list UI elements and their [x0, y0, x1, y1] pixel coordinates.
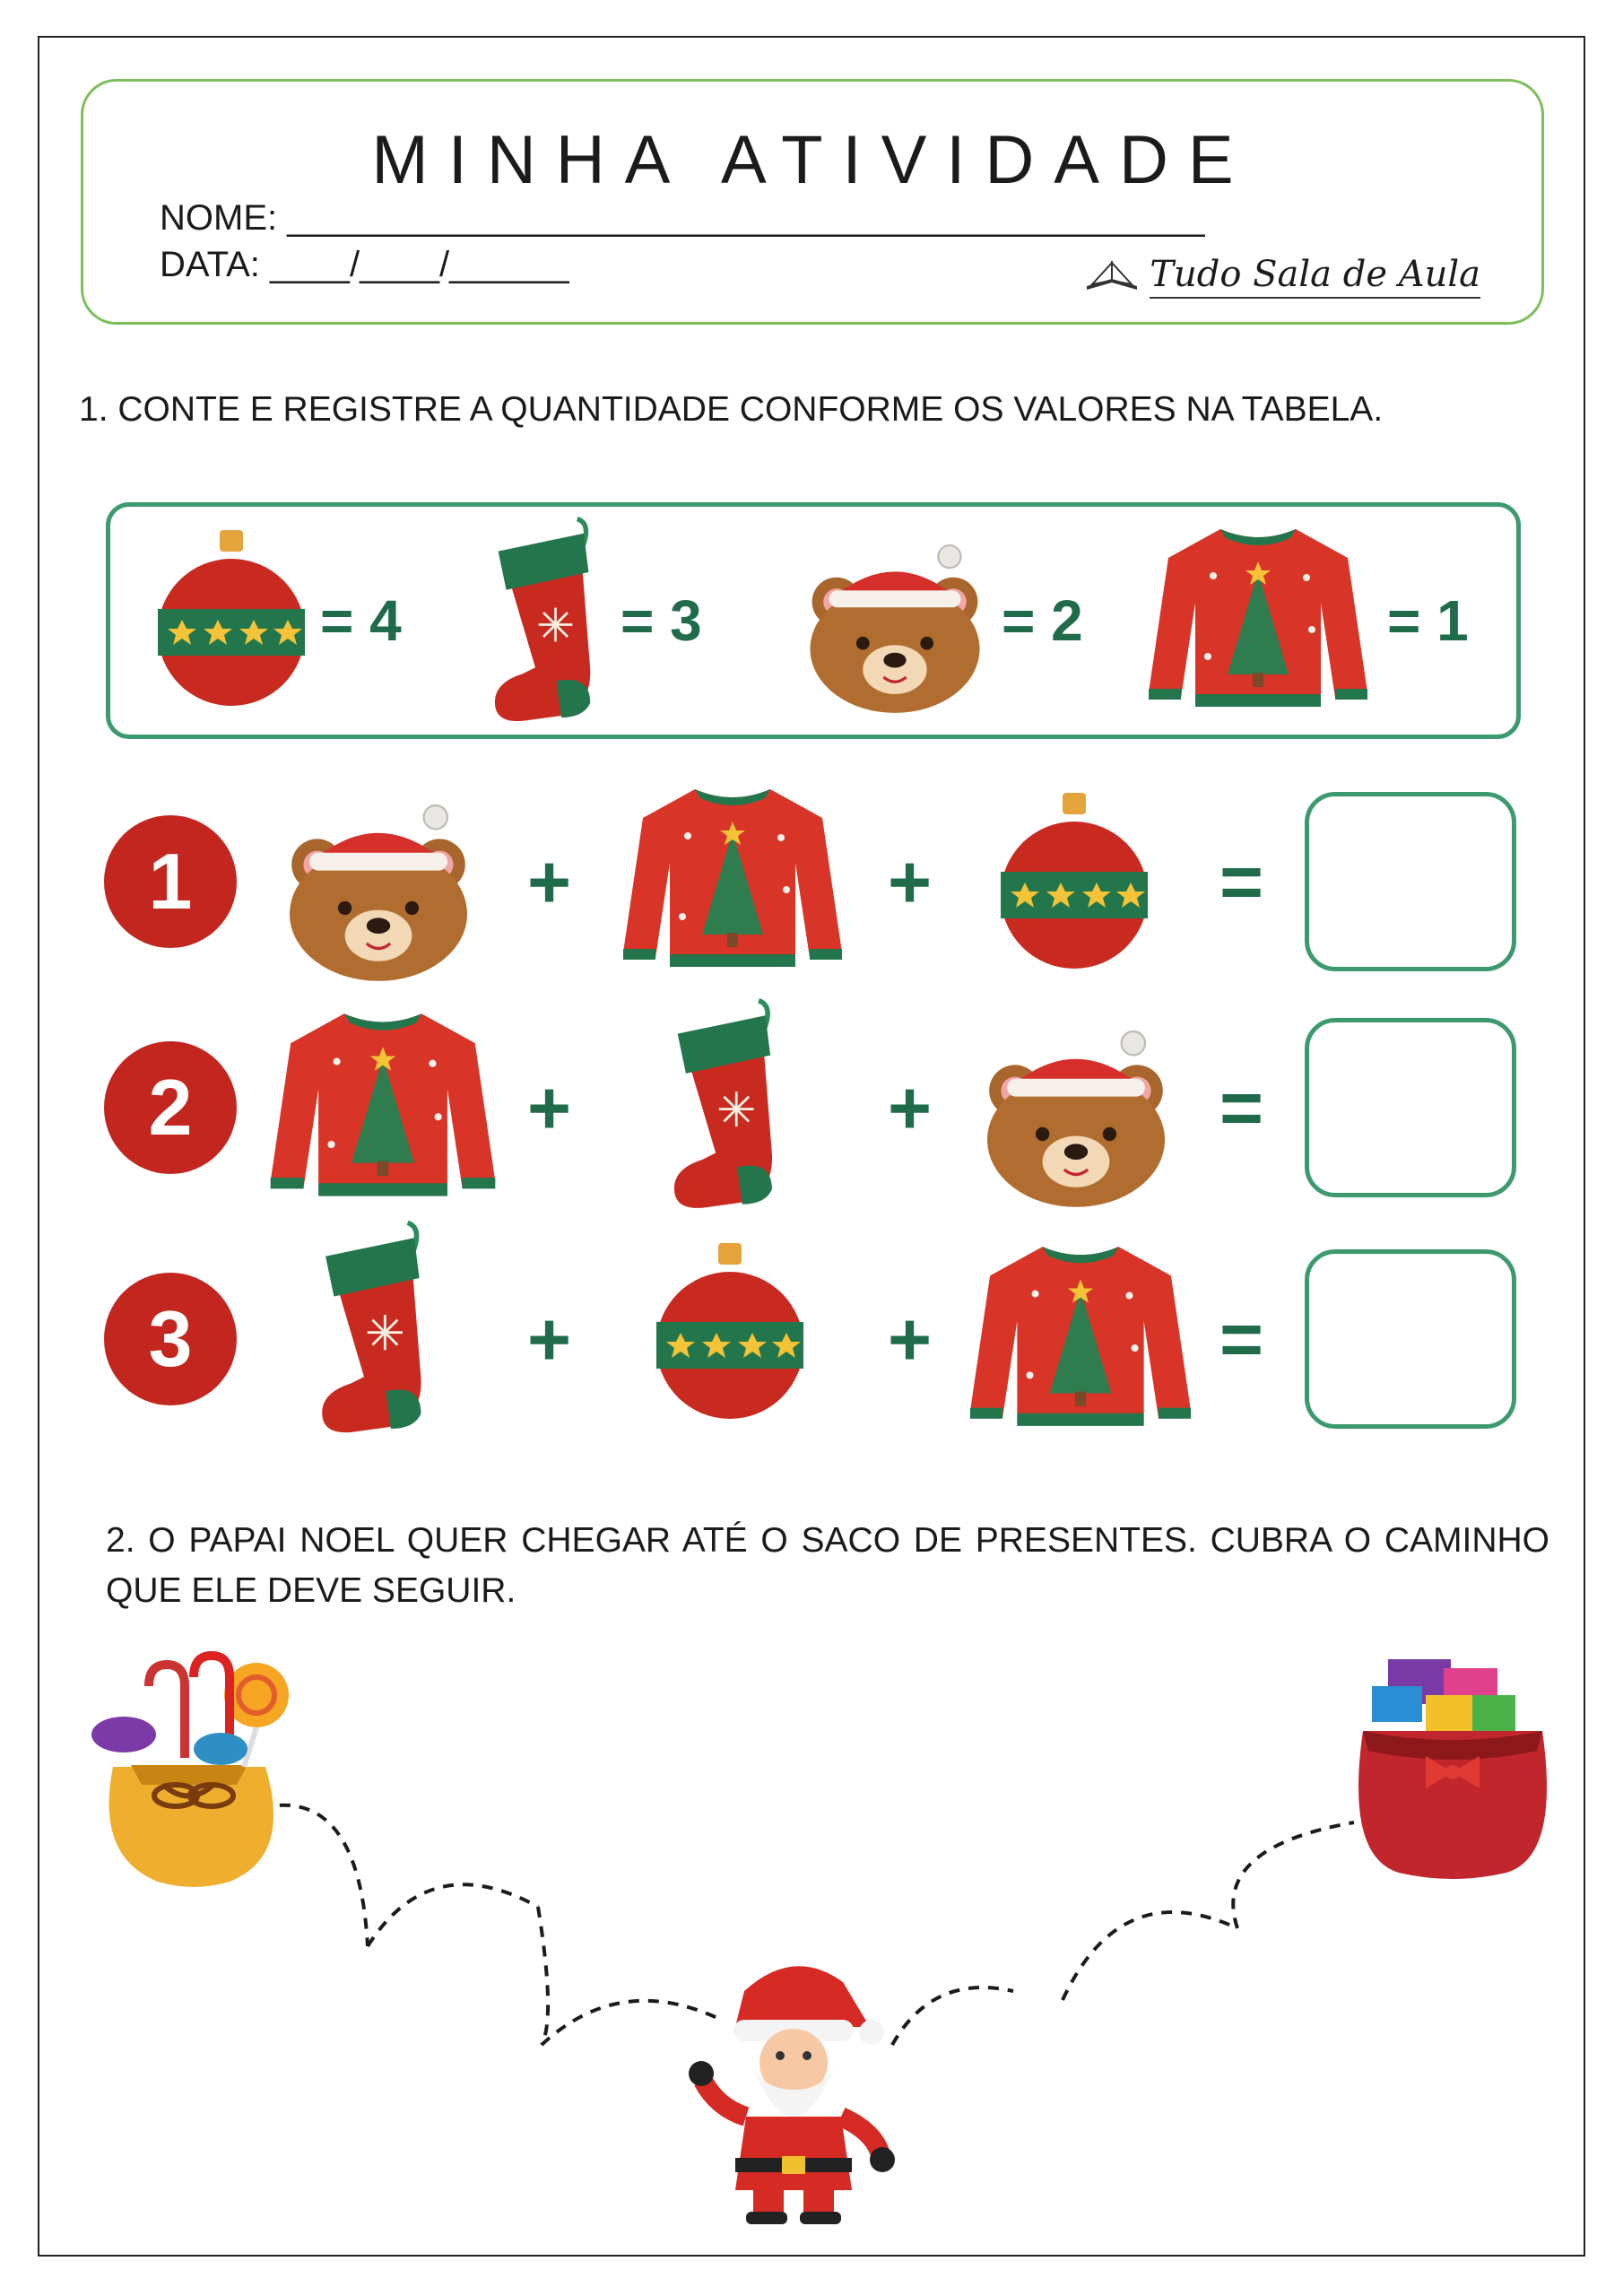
ornament-icon — [155, 526, 308, 715]
bear-icon — [977, 1012, 1175, 1209]
row-number-1: 1 — [104, 815, 237, 948]
plus-sign: + — [527, 1065, 572, 1150]
row-number-3: 3 — [104, 1273, 237, 1405]
plus-sign: + — [527, 1297, 572, 1381]
answer-box-1[interactable] — [1305, 792, 1516, 971]
legend-item-ornament — [155, 507, 402, 735]
legend-item-stocking — [487, 507, 702, 735]
legend-value-bear: = 2 — [1002, 588, 1083, 653]
name-field: NOME: ______________________________________________ — [160, 198, 1205, 238]
legend-value-sweater: = 1 — [1387, 588, 1469, 653]
legend-value-ornament: = 4 — [320, 588, 402, 653]
santa-icon — [681, 1955, 906, 2224]
equals-sign: = — [1219, 839, 1264, 924]
equation-row-1 — [0, 778, 1623, 985]
equation-row-3 — [0, 1236, 1623, 1442]
plus-sign: + — [888, 839, 933, 924]
exercise-2-instruction: 2. O PAPAI NOEL QUER CHEGAR ATÉ O SACO DE PRESENTES. CUBRA O CAMINHO QUE ELE DEVE SEGUIR. — [106, 1521, 1549, 1610]
plus-sign: + — [888, 1297, 933, 1381]
gift-sack-icon — [1345, 1650, 1560, 1883]
stocking-icon — [487, 513, 608, 728]
answer-box-2[interactable] — [1305, 1018, 1516, 1197]
legend-item-bear — [801, 507, 1083, 735]
bear-icon — [280, 786, 477, 983]
legend-table — [106, 502, 1521, 739]
exercise-1-instruction: 1. CONTE E REGISTRE A QUANTIDADE CONFORME OS VALORES NA TABELA. — [79, 390, 1384, 429]
equation-row-2 — [0, 1004, 1623, 1211]
brand-text: Tudo Sala de Aula — [1150, 254, 1480, 299]
plus-sign: + — [527, 839, 572, 924]
sweater-icon — [612, 782, 854, 979]
legend-item-sweater — [1141, 507, 1469, 735]
legend-value-stocking: = 3 — [621, 588, 702, 653]
sweater-icon — [1141, 522, 1375, 719]
equals-sign: = — [1219, 1065, 1264, 1150]
answer-box-3[interactable] — [1305, 1249, 1516, 1429]
row-number-2: 2 — [104, 1041, 237, 1174]
candy-bag-icon — [77, 1650, 301, 1892]
stocking-icon — [314, 1216, 439, 1440]
ornament-icon — [994, 789, 1155, 978]
sweater-icon — [961, 1239, 1200, 1439]
sweater-icon — [262, 1006, 504, 1209]
stocking-icon — [665, 997, 791, 1213]
equals-sign: = — [1219, 1297, 1264, 1381]
page-title: MINHA ATIVIDADE — [371, 122, 1254, 198]
book-icon — [1085, 259, 1139, 293]
ornament-icon — [649, 1239, 811, 1428]
date-field: DATA: ____/____/______ — [160, 245, 569, 284]
brand-logo — [1085, 254, 1480, 299]
bear-icon — [801, 526, 989, 715]
plus-sign: + — [888, 1065, 933, 1150]
header-box — [81, 79, 1544, 325]
